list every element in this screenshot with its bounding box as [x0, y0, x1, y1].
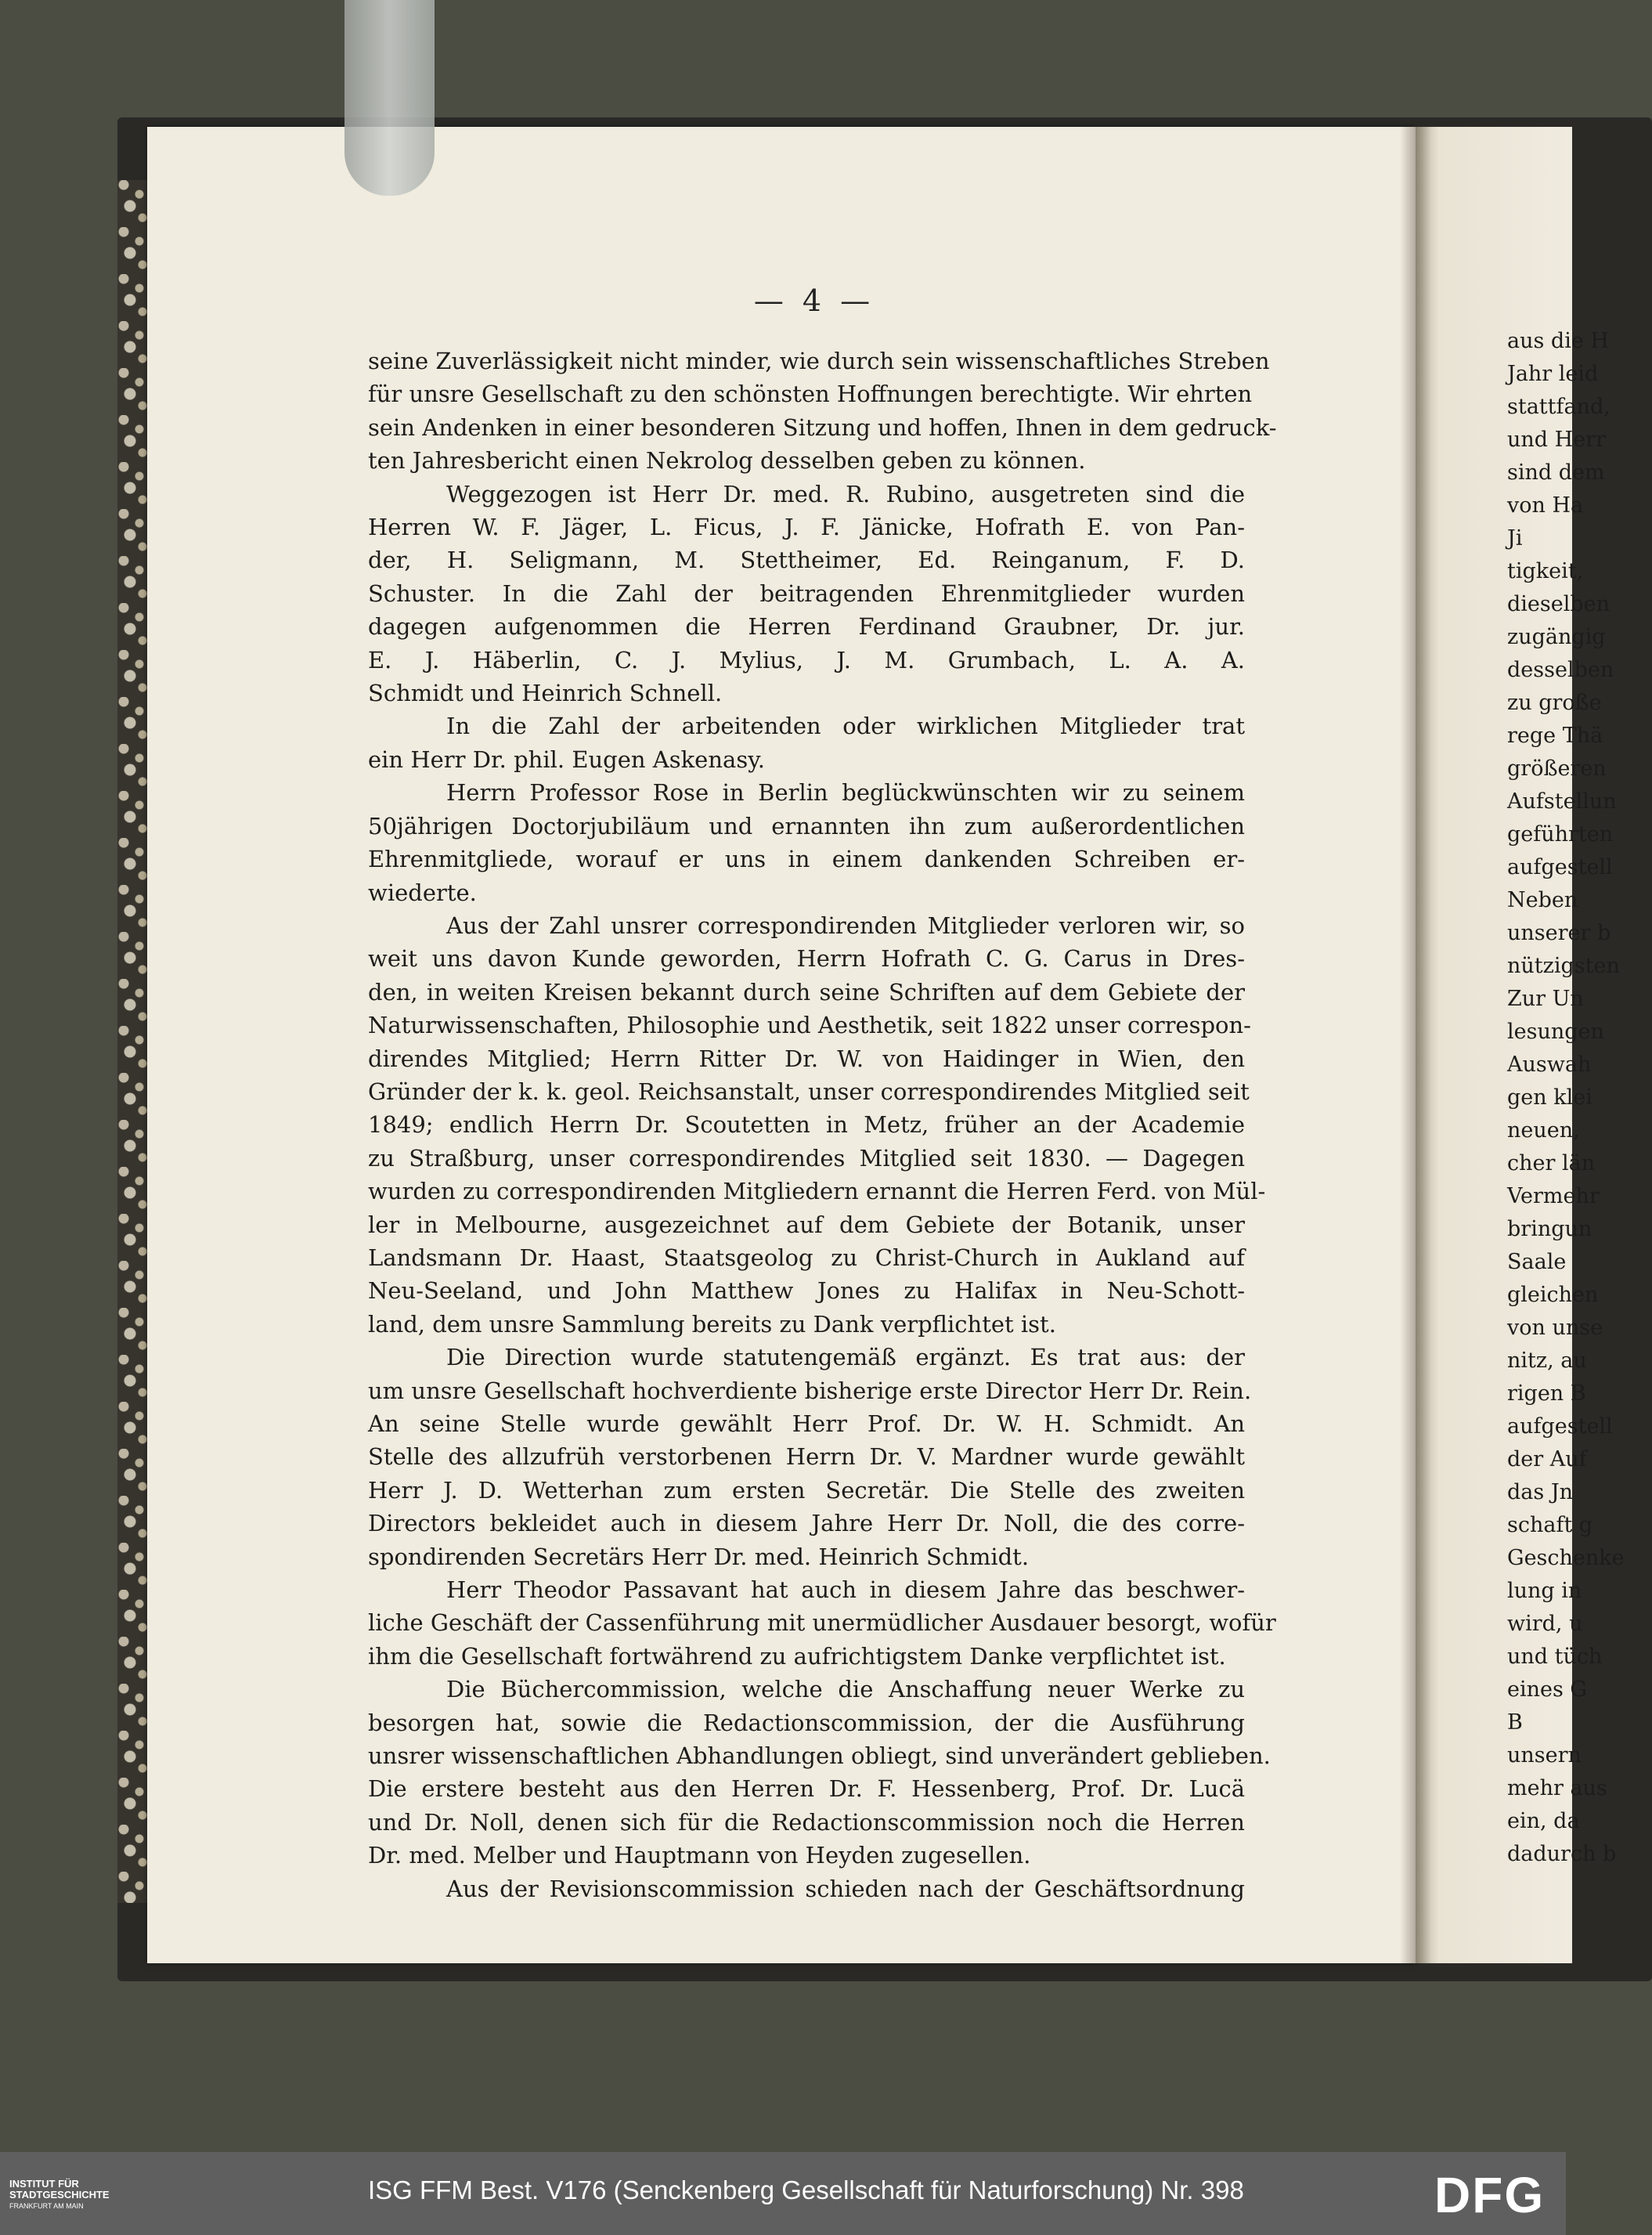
- text-line: Herrn Professor Rose in Berlin beglückwünschten wir zu seinem: [446, 779, 1245, 807]
- archive-caption: ISG FFM Best. V176 (Senckenberg Gesellschaft für Naturforschung) Nr. 398: [368, 2175, 1244, 2204]
- facing-page-fragment: dieselben: [1507, 592, 1611, 616]
- text-line: An seine Stelle wurde gewählt Herr Prof. Dr. W. H. Schmidt. An: [368, 1410, 1245, 1437]
- facing-page-fragment: rigen B: [1507, 1381, 1586, 1406]
- facing-page-fragment: aus die H: [1507, 329, 1609, 353]
- facing-page-fragment: Ji: [1507, 526, 1523, 551]
- facing-page-fragment: bringun: [1507, 1217, 1592, 1241]
- facing-page-fragment: zugängig: [1507, 625, 1606, 649]
- facing-page-fragment: dadurch b: [1507, 1842, 1617, 1866]
- text-line: sein Andenken in einer besonderen Sitzung und hoffen, Ihnen in dem gedruck-: [368, 413, 1277, 441]
- facing-page-fragment: neuen,: [1507, 1118, 1580, 1143]
- text-line: ein Herr Dr. phil. Eugen Askenasy.: [368, 746, 765, 773]
- text-line: wiederte.: [368, 879, 477, 906]
- facing-page-fragment: Saale: [1507, 1250, 1567, 1274]
- text-line: weit uns davon Kunde geworden, Herrn Hofrath C. G. Carus in Dres-: [368, 945, 1245, 973]
- page-body-text: [368, 345, 1277, 1905]
- facing-page-fragment: geführten: [1507, 822, 1614, 847]
- logo-line-3: FRANKFURT AM MAIN: [9, 2202, 84, 2210]
- facing-page-fragment: desselben: [1507, 658, 1614, 682]
- facing-page-fragment: aufgestell: [1507, 1414, 1613, 1439]
- text-line: Naturwissenschaften, Philosophie und Aesthetik, seit 1822 unser correspon-: [368, 1012, 1251, 1039]
- facing-page-fragment: unserer b: [1507, 921, 1611, 945]
- facing-page-fragment: schaft g: [1507, 1513, 1593, 1537]
- text-line: für unsre Gesellschaft zu den schönsten Hoffnungen berechtigte. Wir ehrten: [368, 381, 1253, 408]
- facing-page-fragment: mehr aus: [1507, 1776, 1607, 1800]
- dfg-logo: DFG: [1434, 2167, 1546, 2223]
- text-line: Ehrenmitgliede, worauf er uns in einem dankenden Schreiben er-: [368, 846, 1245, 873]
- text-line: Aus der Zahl unsrer correspondirenden Mitglieder verloren wir, so: [446, 912, 1245, 939]
- facing-page-fragment: sind dem: [1507, 460, 1605, 485]
- text-line: Herr J. D. Wetterhan zum ersten Secretär. Die Stelle des zweiten: [368, 1476, 1245, 1504]
- text-line: Herren W. F. Jäger, L. Ficus, J. F. Jänicke, Hofrath E. von Pan-: [368, 514, 1245, 541]
- facing-page-fragment: von Ha: [1507, 493, 1584, 518]
- text-line: Aus der Revisionscommission schieden nach der Geschäftsordnung: [446, 1875, 1245, 1902]
- text-line: Dr. med. Melber und Hauptmann von Heyden zugesellen.: [368, 1842, 1031, 1869]
- facing-page-fragment: Aufstellun: [1507, 789, 1617, 814]
- facing-page-fragment: nützigsten: [1507, 954, 1620, 978]
- facing-page-fragment: gleichen: [1507, 1283, 1599, 1307]
- text-line: um unsre Gesellschaft hochverdiente bisherige erste Director Herr Dr. Rein.: [368, 1377, 1252, 1404]
- text-line: zu Straßburg, unser correspondirendes Mitglied seit 1830. — Dagegen: [368, 1144, 1245, 1172]
- text-line: und Dr. Noll, denen sich für die Redactionscommission noch die Herren: [368, 1808, 1245, 1836]
- facing-page-fragment: und Herr: [1507, 428, 1606, 452]
- text-line: besorgen hat, sowie die Redactionscommission, der die Ausführung: [368, 1709, 1245, 1736]
- facing-page-fragment: nitz, au: [1507, 1349, 1587, 1373]
- facing-page-fragment: Auswah: [1507, 1053, 1592, 1077]
- facing-page-fragment: Geschenke: [1507, 1546, 1625, 1570]
- text-line: Schuster. In die Zahl der beitragenden Ehrenmitglieder wurden: [368, 580, 1245, 607]
- facing-page-fragment: rege Thä: [1507, 724, 1603, 748]
- text-line: ihm die Gesellschaft fortwährend zu aufrichtigstem Danke verpflichtet ist.: [368, 1642, 1226, 1670]
- text-line: dagegen aufgenommen die Herren Ferdinand Graubner, Dr. jur.: [368, 613, 1245, 641]
- institute-logo: [9, 2179, 150, 2212]
- text-line: liche Geschäft der Cassenführung mit unermüdlicher Ausdauer besorgt, wofür: [368, 1609, 1276, 1637]
- facing-page-fragment: lesungen: [1507, 1020, 1604, 1044]
- facing-page-fragment: zu große: [1507, 691, 1602, 715]
- facing-page-fragment: von unse: [1507, 1316, 1603, 1340]
- page-number: — 4 —: [753, 283, 875, 318]
- facing-page-fragment: Jahr leid: [1507, 362, 1599, 386]
- facing-page-fragment: aufgestell: [1507, 855, 1613, 879]
- text-line: 50jährigen Doctorjubiläum und ernannten ihn zum außerordentlichen: [368, 812, 1245, 839]
- text-line: den, in weiten Kreisen bekannt durch seine Schriften auf dem Gebiete der: [368, 978, 1245, 1006]
- text-line: Neu-Seeland, und John Matthew Jones zu Halifax in Neu-Schott-: [368, 1277, 1245, 1305]
- facing-page-fragment: und tüch: [1507, 1645, 1603, 1669]
- text-line: spondirenden Secretärs Herr Dr. med. Heinrich Schmidt.: [368, 1543, 1030, 1570]
- text-line: E. J. Häberlin, C. J. Mylius, J. M. Grumbach, L. A. A.: [368, 646, 1245, 673]
- facing-page-fragment: Vermehr: [1507, 1184, 1600, 1208]
- facing-page-fragment: cher län: [1507, 1151, 1596, 1175]
- facing-page-fragment: gen klei: [1507, 1085, 1592, 1110]
- facing-page-fragment: der Auf: [1507, 1447, 1587, 1471]
- facing-page-fragment: wird, u: [1507, 1612, 1583, 1636]
- facing-page-fragment: stattfand,: [1507, 395, 1611, 419]
- facing-page-fragment: ein, da: [1507, 1809, 1580, 1833]
- footer-bar: [0, 2152, 1566, 2235]
- facing-page-fragment: lung in: [1507, 1579, 1582, 1603]
- text-line: 1849; endlich Herrn Dr. Scoutetten in Metz, früher an der Academie: [368, 1111, 1245, 1139]
- facing-page-fragment: tigkeit,: [1507, 559, 1584, 583]
- facing-page-fragment: Zur Un: [1507, 987, 1584, 1011]
- text-line: Gründer der k. k. geol. Reichsanstalt, unser correspondirendes Mitglied seit: [368, 1078, 1250, 1105]
- logo-line-2: STADTGESCHICHTE: [9, 2189, 110, 2201]
- text-line: seine Zuverlässigkeit nicht minder, wie durch sein wissenschaftliches Streben: [368, 348, 1270, 374]
- text-line: In die Zahl der arbeitenden oder wirklichen Mitglieder trat: [446, 713, 1245, 740]
- logo-line-1: INSTITUT FÜR: [9, 2178, 79, 2190]
- text-line: ler in Melbourne, ausgezeichnet auf dem Gebiete der Botanik, unser: [368, 1211, 1245, 1238]
- text-line: Directors bekleidet auch in diesem Jahre Herr Dr. Noll, die des corre-: [368, 1510, 1245, 1537]
- text-line: Schmidt und Heinrich Schnell.: [368, 680, 723, 707]
- text-line: land, dem unsre Sammlung bereits zu Dank verpflichtet ist.: [368, 1310, 1056, 1338]
- text-line: Herr Theodor Passavant hat auch in diesem Jahre das beschwer-: [446, 1576, 1245, 1604]
- text-line: Weggezogen ist Herr Dr. med. R. Rubino, ausgetreten sind die: [446, 480, 1245, 507]
- text-line: Stelle des allzufrüh verstorbenen Herrn Dr. V. Mardner wurde gewählt: [368, 1443, 1245, 1471]
- facing-page-fragment: Neben: [1507, 888, 1578, 912]
- text-line: unsrer wissenschaftlichen Abhandlungen obliegt, sind unverändert geblieben.: [368, 1742, 1271, 1770]
- facing-page-fragments: [1507, 325, 1625, 1871]
- text-line: der, H. Seligmann, M. Stettheimer, Ed. Reinganum, F. D.: [368, 547, 1245, 574]
- facing-page-fragment: B: [1507, 1710, 1523, 1735]
- text-line: Die Direction wurde statutengemäß ergänzt. Es trat aus: der: [446, 1344, 1245, 1371]
- text-line: Landsmann Dr. Haast, Staatsgeolog zu Christ-Church in Aukland auf: [368, 1244, 1245, 1271]
- facing-page-fragment: eines G: [1507, 1677, 1587, 1702]
- text-line: wurden zu correspondirenden Mitgliedern ernannt die Herren Ferd. von Mül-: [368, 1178, 1266, 1205]
- text-line: Die Büchercommission, welche die Anschaffung neuer Werke zu: [446, 1676, 1245, 1703]
- text-line: direndes Mitglied; Herrn Ritter Dr. W. von Haidinger in Wien, den: [368, 1045, 1245, 1072]
- text-line: ten Jahresbericht einen Nekrolog desselben geben zu können.: [368, 447, 1086, 475]
- facing-page-fragment: größeren: [1507, 756, 1607, 781]
- facing-page-fragment: das Jn: [1507, 1480, 1574, 1504]
- facing-page-fragment: unsern: [1507, 1743, 1582, 1767]
- page-holder-strip: [344, 0, 435, 196]
- book-gutter: [1400, 127, 1431, 1963]
- text-line: Die erstere besteht aus den Herren Dr. F. Hessenberg, Prof. Dr. Lucä: [368, 1775, 1245, 1803]
